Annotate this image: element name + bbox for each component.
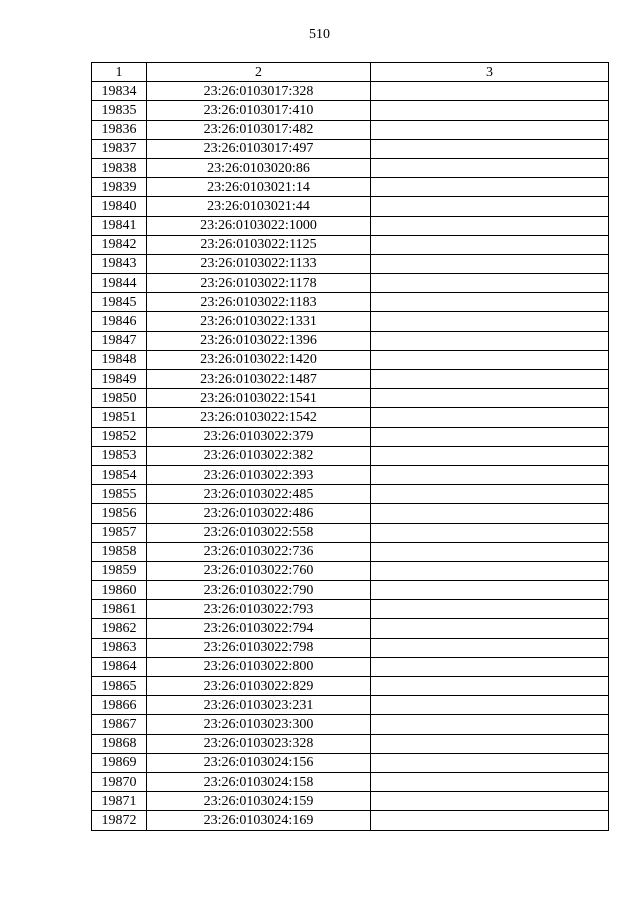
cadastral-number-cell: 23:26:0103024:158 (147, 772, 371, 791)
cadastral-number-cell: 23:26:0103022:760 (147, 561, 371, 580)
table-row (92, 101, 609, 120)
cadastral-number-cell: 23:26:0103020:86 (147, 158, 371, 177)
row-number-cell: 19841 (92, 216, 147, 235)
notes-cell (371, 734, 609, 753)
cadastral-number-cell: 23:26:0103022:1331 (147, 312, 371, 331)
cadastral-number-cell: 23:26:0103024:156 (147, 753, 371, 772)
cadastral-number-cell: 23:26:0103022:1542 (147, 408, 371, 427)
cadastral-number-cell: 23:26:0103024:169 (147, 811, 371, 830)
notes-cell (371, 581, 609, 600)
row-number-cell: 19846 (92, 312, 147, 331)
notes-cell (371, 370, 609, 389)
cadastral-number-cell: 23:26:0103023:300 (147, 715, 371, 734)
cadastral-number-cell: 23:26:0103017:410 (147, 101, 371, 120)
table-row (92, 638, 609, 657)
notes-cell (371, 657, 609, 676)
row-number-cell: 19859 (92, 561, 147, 580)
row-number-cell: 19857 (92, 523, 147, 542)
cadastral-number-cell: 23:26:0103017:328 (147, 82, 371, 101)
table-row (92, 485, 609, 504)
notes-cell (371, 504, 609, 523)
notes-cell (371, 293, 609, 312)
cadastral-number-cell: 23:26:0103022:393 (147, 465, 371, 484)
table-row (92, 427, 609, 446)
notes-cell (371, 254, 609, 273)
notes-cell (371, 638, 609, 657)
table-header (92, 63, 609, 82)
table-row (92, 139, 609, 158)
cadastral-number-cell: 23:26:0103022:1420 (147, 350, 371, 369)
cadastral-number-cell: 23:26:0103022:558 (147, 523, 371, 542)
row-number-cell: 19839 (92, 178, 147, 197)
row-number-cell: 19872 (92, 811, 147, 830)
cadastral-number-cell: 23:26:0103022:1178 (147, 274, 371, 293)
table-row (92, 120, 609, 139)
row-number-cell: 19850 (92, 389, 147, 408)
row-number-cell: 19858 (92, 542, 147, 561)
cadastral-number-cell: 23:26:0103022:1183 (147, 293, 371, 312)
cadastral-number-cell: 23:26:0103021:44 (147, 197, 371, 216)
row-number-cell: 19867 (92, 715, 147, 734)
table-row (92, 753, 609, 772)
table-body (92, 82, 609, 830)
table-row (92, 504, 609, 523)
table-row (92, 772, 609, 791)
notes-cell (371, 139, 609, 158)
header-col-3: 3 (371, 63, 609, 82)
table-row (92, 408, 609, 427)
row-number-cell: 19863 (92, 638, 147, 657)
row-number-cell: 19862 (92, 619, 147, 638)
cadastral-number-cell: 23:26:0103022:1000 (147, 216, 371, 235)
header-col-1: 1 (92, 63, 147, 82)
table-row (92, 235, 609, 254)
table-row (92, 312, 609, 331)
table-row (92, 792, 609, 811)
header-col-2: 2 (147, 63, 371, 82)
table-row (92, 350, 609, 369)
cadastral-number-cell: 23:26:0103023:328 (147, 734, 371, 753)
cadastral-number-cell: 23:26:0103022:1133 (147, 254, 371, 273)
notes-cell (371, 619, 609, 638)
table-row (92, 370, 609, 389)
cadastral-number-cell: 23:26:0103022:1541 (147, 389, 371, 408)
table-row (92, 274, 609, 293)
notes-cell (371, 197, 609, 216)
table-row (92, 389, 609, 408)
row-number-cell: 19852 (92, 427, 147, 446)
table-row (92, 197, 609, 216)
table-row (92, 254, 609, 273)
page-number: 510 (309, 27, 330, 42)
row-number-cell: 19870 (92, 772, 147, 791)
cadastral-number-cell: 23:26:0103022:790 (147, 581, 371, 600)
row-number-cell: 19871 (92, 792, 147, 811)
table-row (92, 331, 609, 350)
cadastral-number-cell: 23:26:0103022:382 (147, 446, 371, 465)
notes-cell (371, 715, 609, 734)
table-row (92, 542, 609, 561)
notes-cell (371, 753, 609, 772)
row-number-cell: 19845 (92, 293, 147, 312)
cadastral-number-cell: 23:26:0103022:1396 (147, 331, 371, 350)
cadastral-number-cell: 23:26:0103024:159 (147, 792, 371, 811)
cadastral-number-cell: 23:26:0103022:736 (147, 542, 371, 561)
notes-cell (371, 485, 609, 504)
table-row (92, 446, 609, 465)
table-row (92, 523, 609, 542)
row-number-cell: 19837 (92, 139, 147, 158)
table-row (92, 600, 609, 619)
cadastral-table (91, 62, 609, 831)
cadastral-number-cell: 23:26:0103022:793 (147, 600, 371, 619)
table-row (92, 677, 609, 696)
notes-cell (371, 696, 609, 715)
row-number-cell: 19854 (92, 465, 147, 484)
table-row (92, 178, 609, 197)
row-number-cell: 19844 (92, 274, 147, 293)
row-number-cell: 19840 (92, 197, 147, 216)
row-number-cell: 19865 (92, 677, 147, 696)
table-row (92, 581, 609, 600)
row-number-cell: 19843 (92, 254, 147, 273)
table-row (92, 715, 609, 734)
row-number-cell: 19848 (92, 350, 147, 369)
cadastral-number-cell: 23:26:0103021:14 (147, 178, 371, 197)
notes-cell (371, 600, 609, 619)
notes-cell (371, 677, 609, 696)
notes-cell (371, 542, 609, 561)
table-row (92, 657, 609, 676)
cadastral-number-cell: 23:26:0103022:1487 (147, 370, 371, 389)
cadastral-number-cell: 23:26:0103017:497 (147, 139, 371, 158)
notes-cell (371, 82, 609, 101)
row-number-cell: 19855 (92, 485, 147, 504)
row-number-cell: 19849 (92, 370, 147, 389)
notes-cell (371, 389, 609, 408)
notes-cell (371, 216, 609, 235)
cadastral-number-cell: 23:26:0103022:379 (147, 427, 371, 446)
table-row (92, 293, 609, 312)
cadastral-number-cell: 23:26:0103022:485 (147, 485, 371, 504)
notes-cell (371, 350, 609, 369)
row-number-cell: 19856 (92, 504, 147, 523)
notes-cell (371, 331, 609, 350)
row-number-cell: 19835 (92, 101, 147, 120)
cadastral-number-cell: 23:26:0103023:231 (147, 696, 371, 715)
cadastral-number-cell: 23:26:0103022:800 (147, 657, 371, 676)
cadastral-number-cell: 23:26:0103022:794 (147, 619, 371, 638)
cadastral-number-cell: 23:26:0103022:798 (147, 638, 371, 657)
header-row (92, 63, 609, 82)
notes-cell (371, 274, 609, 293)
notes-cell (371, 561, 609, 580)
row-number-cell: 19868 (92, 734, 147, 753)
table-row (92, 82, 609, 101)
table-row (92, 734, 609, 753)
notes-cell (371, 465, 609, 484)
notes-cell (371, 235, 609, 254)
row-number-cell: 19847 (92, 331, 147, 350)
row-number-cell: 19864 (92, 657, 147, 676)
cadastral-number-cell: 23:26:0103022:486 (147, 504, 371, 523)
cadastral-number-cell: 23:26:0103017:482 (147, 120, 371, 139)
row-number-cell: 19866 (92, 696, 147, 715)
row-number-cell: 19842 (92, 235, 147, 254)
table-row (92, 619, 609, 638)
cadastral-number-cell: 23:26:0103022:1125 (147, 235, 371, 254)
notes-cell (371, 792, 609, 811)
row-number-cell: 19851 (92, 408, 147, 427)
cadastral-number-cell: 23:26:0103022:829 (147, 677, 371, 696)
notes-cell (371, 446, 609, 465)
row-number-cell: 19834 (92, 82, 147, 101)
row-number-cell: 19861 (92, 600, 147, 619)
notes-cell (371, 523, 609, 542)
notes-cell (371, 408, 609, 427)
row-number-cell: 19860 (92, 581, 147, 600)
table-row (92, 811, 609, 830)
table-row (92, 696, 609, 715)
row-number-cell: 19869 (92, 753, 147, 772)
notes-cell (371, 427, 609, 446)
notes-cell (371, 178, 609, 197)
row-number-cell: 19836 (92, 120, 147, 139)
row-number-cell: 19838 (92, 158, 147, 177)
notes-cell (371, 772, 609, 791)
notes-cell (371, 101, 609, 120)
notes-cell (371, 312, 609, 331)
table-row (92, 158, 609, 177)
table-row (92, 216, 609, 235)
notes-cell (371, 158, 609, 177)
table-row (92, 561, 609, 580)
notes-cell (371, 811, 609, 830)
notes-cell (371, 120, 609, 139)
row-number-cell: 19853 (92, 446, 147, 465)
table-row (92, 465, 609, 484)
